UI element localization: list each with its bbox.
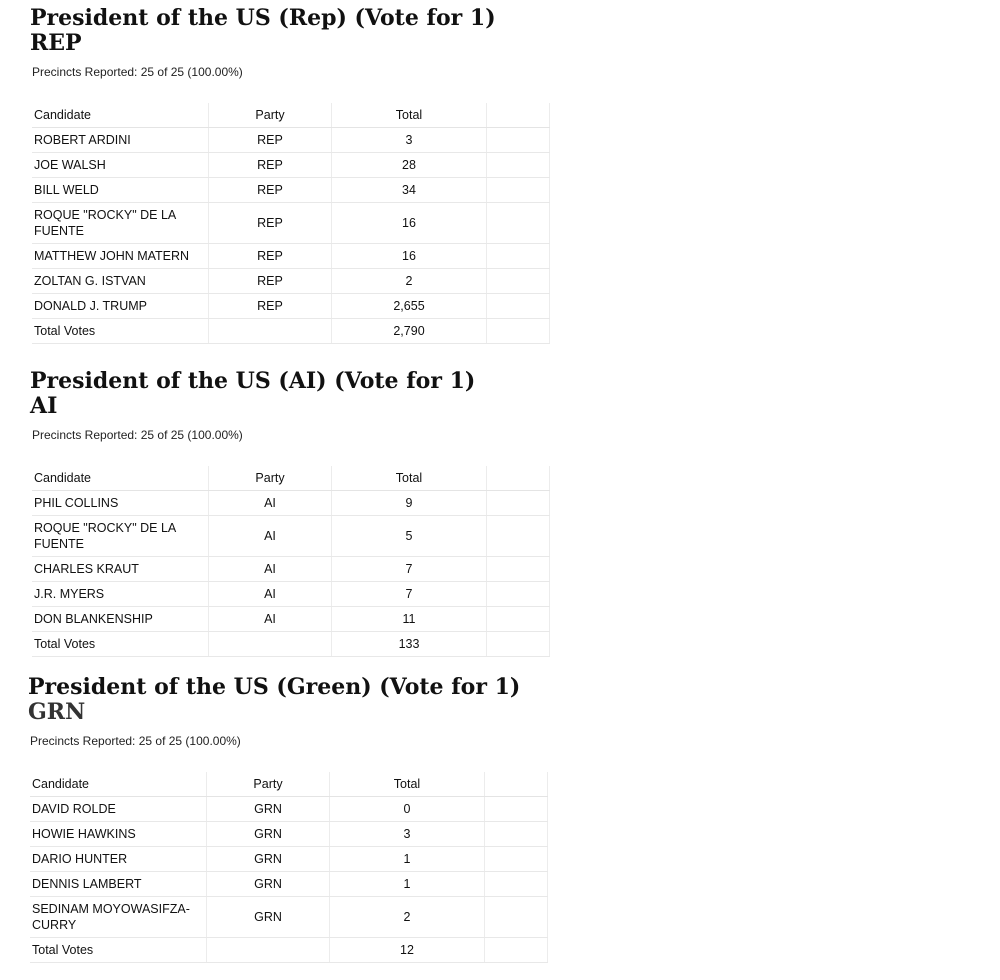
contest-ai (30, 369, 550, 657)
precincts-reported: Precincts Reported: 25 of 25 (100.00%) (32, 428, 243, 442)
candidate-party: REP (209, 294, 332, 319)
header-candidate: Candidate (32, 103, 209, 128)
results-table (30, 772, 548, 963)
candidate-party: REP (209, 269, 332, 294)
contest-title (28, 675, 548, 725)
table-header-row (32, 466, 550, 491)
blank-cell (487, 128, 550, 153)
blank-cell (487, 607, 550, 632)
header-party: Party (207, 772, 330, 797)
blank-cell (487, 244, 550, 269)
candidate-name: JOE WALSH (32, 153, 209, 178)
header-blank (487, 103, 550, 128)
candidate-party: GRN (207, 822, 330, 847)
candidate-party: REP (209, 203, 332, 244)
table-header-row (32, 103, 550, 128)
contest-title-line2: GRN (28, 699, 86, 725)
candidate-total: 1 (330, 872, 485, 897)
candidate-name: ZOLTAN G. ISTVAN (32, 269, 209, 294)
candidate-name: ROQUE "ROCKY" DE LA FUENTE (32, 203, 209, 244)
blank-cell (487, 153, 550, 178)
candidate-name: J.R. MYERS (32, 582, 209, 607)
blank-cell (487, 203, 550, 244)
table-row (32, 244, 550, 269)
total-votes-label: Total Votes (30, 938, 207, 963)
precincts-reported: Precincts Reported: 25 of 25 (100.00%) (30, 734, 241, 748)
candidate-name: SEDINAM MOYOWASIFZA-CURRY (30, 897, 207, 938)
candidate-name: MATTHEW JOHN MATERN (32, 244, 209, 269)
table-row (30, 797, 548, 822)
candidate-total: 9 (332, 491, 487, 516)
header-total: Total (332, 466, 487, 491)
table-row (32, 582, 550, 607)
table-row (30, 897, 548, 938)
candidate-name: BILL WELD (32, 178, 209, 203)
candidate-total: 7 (332, 582, 487, 607)
candidate-total: 16 (332, 244, 487, 269)
results-table (32, 466, 550, 657)
candidate-party: REP (209, 128, 332, 153)
candidate-party: GRN (207, 797, 330, 822)
candidate-name: DAVID ROLDE (30, 797, 207, 822)
header-total: Total (332, 103, 487, 128)
total-votes-row (32, 632, 550, 657)
candidate-party: REP (209, 178, 332, 203)
table-row (30, 847, 548, 872)
blank-cell (207, 938, 330, 963)
blank-cell (487, 491, 550, 516)
contest-rep (30, 6, 550, 344)
table-row (30, 822, 548, 847)
contest-green (28, 675, 548, 963)
candidate-total: 16 (332, 203, 487, 244)
precincts-reported: Precincts Reported: 25 of 25 (100.00%) (32, 65, 243, 79)
header-blank (487, 466, 550, 491)
results-table (32, 103, 550, 344)
blank-cell (485, 872, 548, 897)
table-row (32, 491, 550, 516)
candidate-party: AI (209, 516, 332, 557)
candidate-total: 7 (332, 557, 487, 582)
blank-cell (487, 319, 550, 344)
header-party: Party (209, 466, 332, 491)
table-row (32, 203, 550, 244)
blank-cell (487, 178, 550, 203)
candidate-total: 0 (330, 797, 485, 822)
candidate-party: GRN (207, 872, 330, 897)
candidate-name: DONALD J. TRUMP (32, 294, 209, 319)
table-row (32, 269, 550, 294)
total-votes-value: 12 (330, 938, 485, 963)
contest-title-line2: REP (30, 30, 82, 56)
total-votes-row (30, 938, 548, 963)
candidate-name: HOWIE HAWKINS (30, 822, 207, 847)
candidate-total: 28 (332, 153, 487, 178)
table-row (32, 178, 550, 203)
candidate-party: REP (209, 244, 332, 269)
blank-cell (487, 582, 550, 607)
blank-cell (485, 847, 548, 872)
candidate-total: 2 (330, 897, 485, 938)
table-row (32, 153, 550, 178)
candidate-total: 3 (330, 822, 485, 847)
candidate-total: 34 (332, 178, 487, 203)
table-row (32, 516, 550, 557)
candidate-total: 3 (332, 128, 487, 153)
blank-cell (485, 797, 548, 822)
contest-title-line1: President of the US (Green) (Vote for 1) (28, 674, 521, 700)
candidate-name: CHARLES KRAUT (32, 557, 209, 582)
blank-cell (487, 557, 550, 582)
candidate-party: AI (209, 557, 332, 582)
header-blank (485, 772, 548, 797)
header-candidate: Candidate (30, 772, 207, 797)
contest-title-line1: President of the US (AI) (Vote for 1) (30, 368, 476, 394)
table-row (32, 607, 550, 632)
candidate-name: ROBERT ARDINI (32, 128, 209, 153)
contest-title (30, 369, 550, 419)
candidate-total: 5 (332, 516, 487, 557)
table-row (32, 557, 550, 582)
table-row (32, 128, 550, 153)
header-candidate: Candidate (32, 466, 209, 491)
blank-cell (485, 938, 548, 963)
total-votes-row (32, 319, 550, 344)
blank-cell (487, 632, 550, 657)
blank-cell (487, 269, 550, 294)
total-votes-value: 133 (332, 632, 487, 657)
table-row (30, 872, 548, 897)
blank-cell (487, 516, 550, 557)
candidate-total: 2 (332, 269, 487, 294)
total-votes-label: Total Votes (32, 319, 209, 344)
blank-cell (209, 632, 332, 657)
candidate-name: ROQUE "ROCKY" DE LA FUENTE (32, 516, 209, 557)
contest-title-line2: AI (30, 393, 58, 419)
candidate-party: AI (209, 607, 332, 632)
candidate-party: GRN (207, 897, 330, 938)
candidate-party: GRN (207, 847, 330, 872)
blank-cell (485, 822, 548, 847)
candidate-party: REP (209, 153, 332, 178)
table-header-row (30, 772, 548, 797)
candidate-name: DARIO HUNTER (30, 847, 207, 872)
candidate-total: 1 (330, 847, 485, 872)
table-row (32, 294, 550, 319)
contest-title (30, 6, 550, 56)
candidate-party: AI (209, 491, 332, 516)
candidate-name: DENNIS LAMBERT (30, 872, 207, 897)
candidate-name: DON BLANKENSHIP (32, 607, 209, 632)
blank-cell (485, 897, 548, 938)
total-votes-label: Total Votes (32, 632, 209, 657)
total-votes-value: 2,790 (332, 319, 487, 344)
candidate-name: PHIL COLLINS (32, 491, 209, 516)
candidate-total: 2,655 (332, 294, 487, 319)
candidate-total: 11 (332, 607, 487, 632)
candidate-party: AI (209, 582, 332, 607)
header-total: Total (330, 772, 485, 797)
blank-cell (209, 319, 332, 344)
blank-cell (487, 294, 550, 319)
header-party: Party (209, 103, 332, 128)
contest-title-line1: President of the US (Rep) (Vote for 1) (30, 5, 496, 31)
